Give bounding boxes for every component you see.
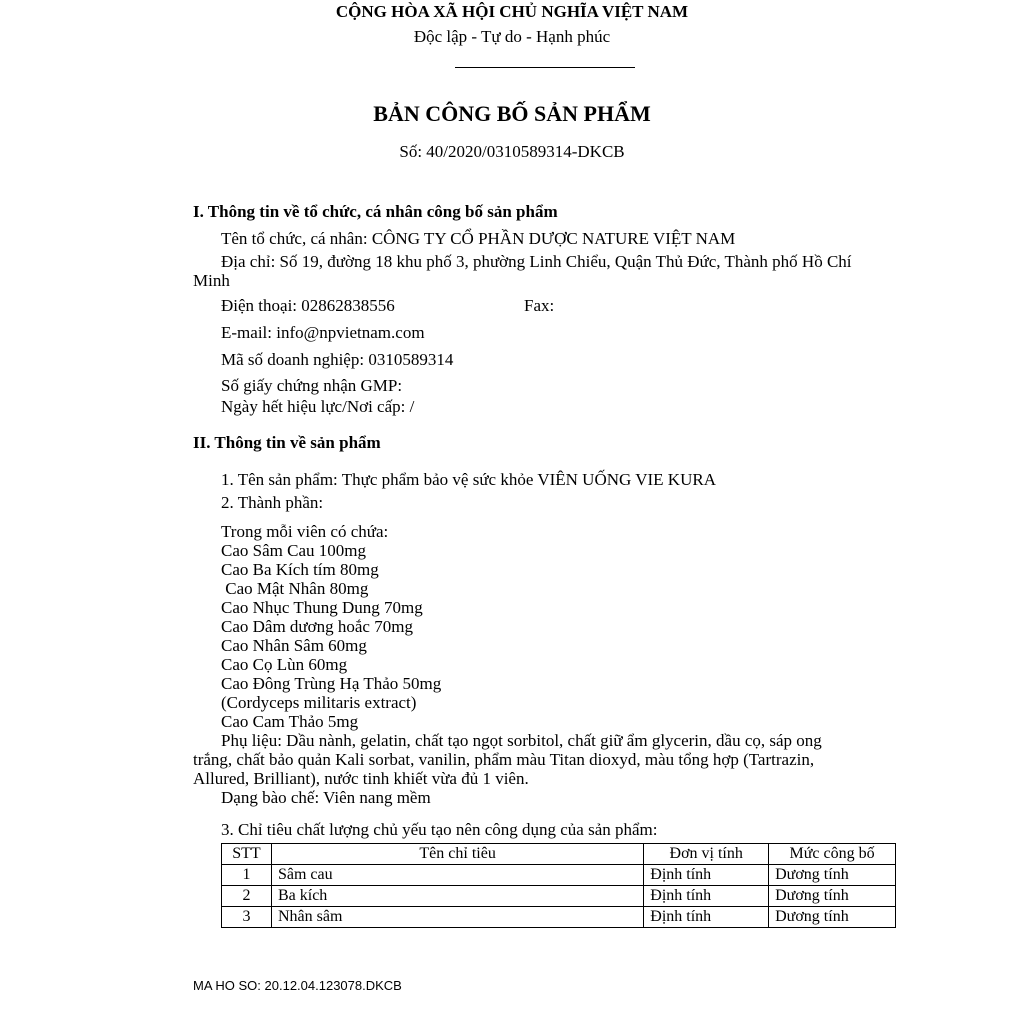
fax: Fax:: [524, 296, 555, 315]
ingredient-item: Cao Nhục Thung Dung 70mg: [221, 598, 423, 617]
table-cell: Sâm cau: [271, 865, 643, 886]
excipients-line-3: Allured, Brilliant), nước tinh khiết vừa đủ 1 viên.: [193, 769, 529, 788]
org-name: Tên tổ chức, cá nhân: CÔNG TY CỔ PHẦN DƯỢC NATURE VIỆT NAM: [221, 229, 736, 248]
address-line-2: Minh: [193, 271, 230, 290]
document-title: BẢN CÔNG BỐ SẢN PHẨM: [373, 101, 651, 126]
product-name: 1. Tên sản phẩm: Thực phẩm bảo vệ sức khỏe VIÊN UỐNG VIE KURA: [221, 470, 716, 489]
ingredient-item: Cao Đông Trùng Hạ Thảo 50mg: [221, 674, 442, 693]
table-header-cell: STT: [222, 844, 272, 865]
ingredients-label: 2. Thành phần:: [221, 493, 324, 512]
ingredient-item: Cao Dâm dương hoắc 70mg: [221, 617, 413, 636]
table-cell: Định tính: [644, 886, 769, 907]
expiry: Ngày hết hiệu lực/Nơi cấp: /: [221, 397, 415, 416]
header-divider: [455, 67, 635, 68]
file-code-footer: MA HO SO: 20.12.04.123078.DKCB: [193, 978, 402, 993]
table-header-cell: Mức công bố: [769, 844, 896, 865]
quality-heading: 3. Chỉ tiêu chất lượng chủ yếu tạo nên công dụng của sản phẩm:: [221, 820, 658, 839]
excipients-line-2: trắng, chất bảo quản Kali sorbat, vanilin, phẩm màu Titan dioxyd, màu tổng hợp (Tartrazin,: [193, 750, 815, 769]
motto: Độc lập - Tự do - Hạnh phúc: [413, 27, 611, 46]
per-capsule-label: Trong mỗi viên có chứa:: [221, 522, 389, 541]
address-line-1: Địa chỉ: Số 19, đường 18 khu phố 3, phường Linh Chiểu, Quận Thủ Đức, Thành phố Hồ Chí: [221, 252, 852, 271]
table-cell: Dương tính: [769, 865, 896, 886]
ingredient-item: Cao Nhân Sâm 60mg: [221, 636, 367, 655]
ingredient-item: Cao Ba Kích tím 80mg: [221, 560, 379, 579]
section-1-heading: I. Thông tin về tổ chức, cá nhân công bố sản phẩm: [193, 202, 558, 221]
ingredient-item: Cao Mật Nhân 80mg: [221, 579, 369, 598]
gmp-cert: Số giấy chứng nhận GMP:: [221, 376, 403, 395]
country-header: CỘNG HÒA XÃ HỘI CHỦ NGHĨA VIỆT NAM: [335, 2, 689, 21]
table-cell: Ba kích: [271, 886, 643, 907]
table-row: [222, 907, 896, 928]
section-2-heading: II. Thông tin về sản phẩm: [193, 433, 381, 452]
email: E-mail: info@npvietnam.com: [221, 323, 425, 342]
table-header-cell: Tên chỉ tiêu: [271, 844, 643, 865]
table-cell: Dương tính: [769, 907, 896, 928]
excipients-line-1: Phụ liệu: Dầu nành, gelatin, chất tạo ngọt sorbitol, chất giữ ẩm glycerin, dầu cọ, sáp ong: [221, 731, 822, 750]
table-cell: 3: [222, 907, 272, 928]
table-cell: 2: [222, 886, 272, 907]
dosage-form: Dạng bào chế: Viên nang mềm: [221, 788, 431, 807]
table-cell: Định tính: [644, 865, 769, 886]
ingredient-item: Cao Cọ Lùn 60mg: [221, 655, 348, 674]
tax-code: Mã số doanh nghiệp: 0310589314: [221, 350, 454, 369]
phone: Điện thoại: 02862838556: [221, 296, 395, 315]
document-number: Số: 40/2020/0310589314-DKCB: [399, 142, 625, 161]
table-cell: 1: [222, 865, 272, 886]
table-header-row: [222, 844, 896, 865]
ingredient-item: Cao Sâm Cau 100mg: [221, 541, 366, 560]
ingredient-item: Cao Cam Thảo 5mg: [221, 712, 359, 731]
table-row: [222, 886, 896, 907]
ingredient-item: (Cordyceps militaris extract): [221, 693, 417, 712]
table-cell: Nhân sâm: [271, 907, 643, 928]
table-cell: Định tính: [644, 907, 769, 928]
table-row: [222, 865, 896, 886]
quality-table: [221, 843, 896, 928]
table-cell: Dương tính: [769, 886, 896, 907]
table-header-cell: Đơn vị tính: [644, 844, 769, 865]
